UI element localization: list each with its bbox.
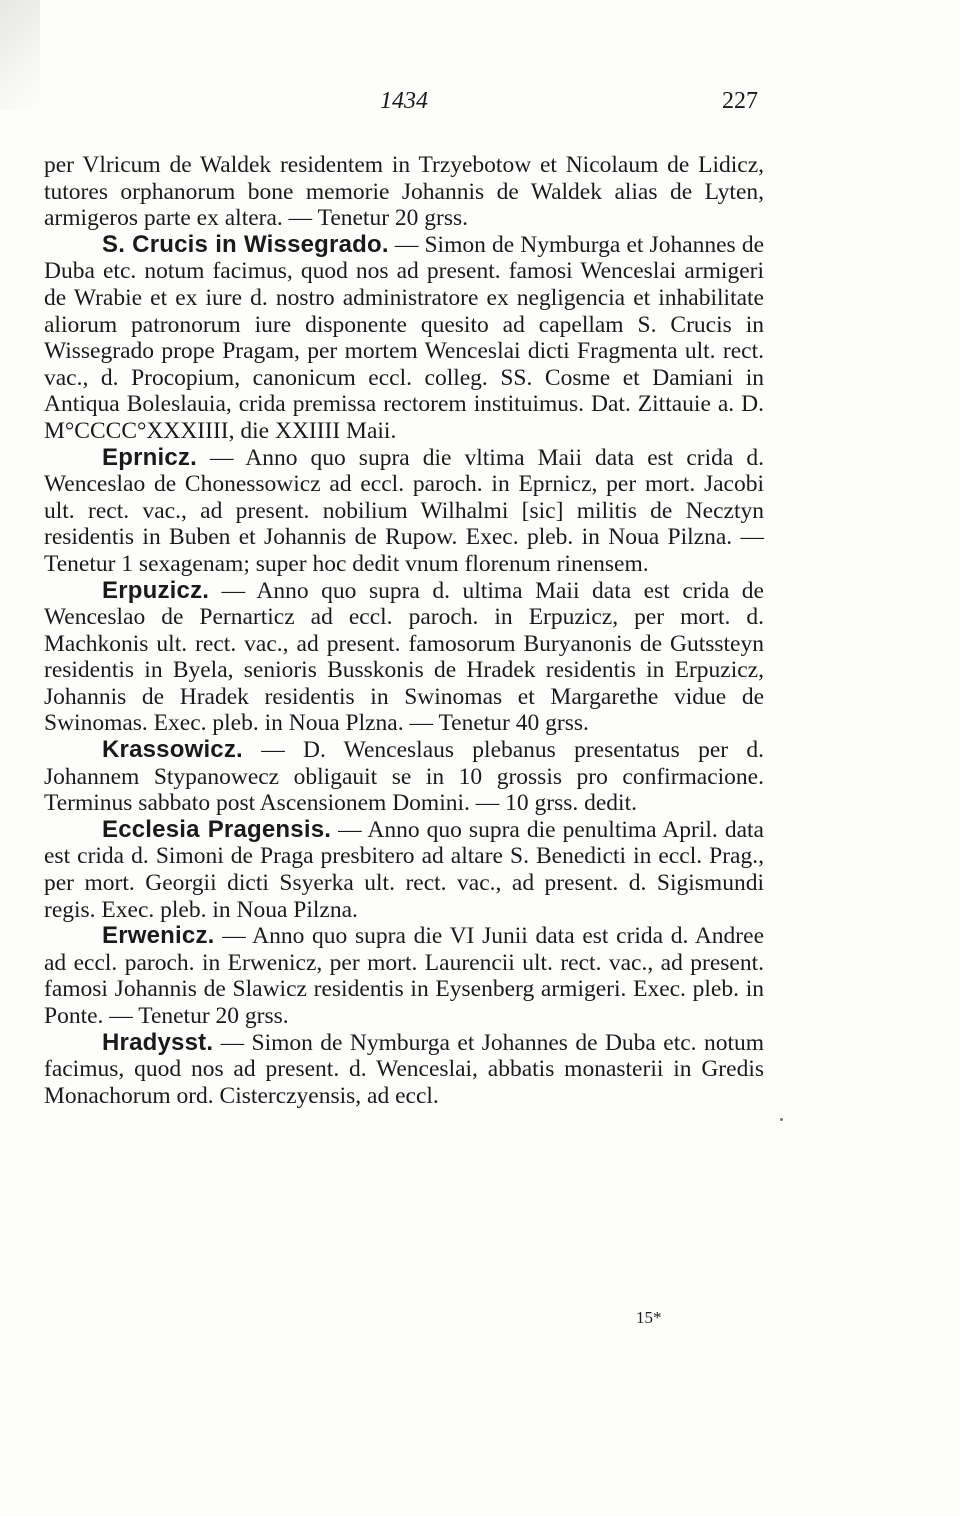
entry-continuation [44, 152, 764, 232]
entry-text: — Anno quo supra die penultima April. data est crida d. Simoni de Praga presbitero ad altare S. Benedicti in eccl. Prag., per mort. Georgii dicti Ssyerka ult. rect. vac., ad present. d. Sigismundi regis. Exec. pleb. in Noua Pilzna. [44, 816, 764, 923]
entry-erpuzicz [44, 578, 764, 738]
entry-heading: Erpuzicz. [102, 576, 210, 604]
margin-mark [780, 1118, 783, 1121]
entry-heading: S. Crucis in Wissegrado. [102, 230, 389, 258]
entry-ecclesia-pragensis [44, 817, 764, 923]
entry-eprnicz [44, 445, 764, 578]
entry-heading: Hradysst. [102, 1028, 214, 1056]
signature-mark: 15* [636, 1308, 662, 1327]
entry-heading: Krassowicz. [102, 736, 243, 764]
running-head [0, 88, 960, 118]
entry-krassowicz [44, 737, 764, 817]
entry-text: — Anno quo supra die vltima Maii data est crida d. Wenceslao de Chonessowicz ad eccl. paroch. in Eprnicz, per mort. Jacobi ult. rect. vac., ad present. nobilium Wilhalmi [sic] militis de Necztyn residentis in Buben et Johannis de Rupow. Exec. pleb. in Noua Pilzna. — Tenetur 1 sexagenam; super hoc dedit vnum florenum rinensem. [44, 444, 764, 577]
entry-hradysst [44, 1030, 764, 1110]
entry-heading: Erwenicz. [102, 922, 215, 950]
entry-text: — Simon de Nymburga et Johannes de Duba etc. notum facimus, quod nos ad present. famosi Wenceslai armigeri de Wrabie et ex iure d. nostro administratore ex negligencia et inhabilitate aliorum patronorum iure disponente quesito ad capellam S. Crucis in Wissegrado prope Pragam, per mortem Wenceslai dicti Fragmenta ult. rect. vac., d. Procopium, canonicum eccl. colleg. SS. Cosme et Damiani in Antiqua Boleslauia, crida premissa rectorem instituimus. Dat. Zittauie a. D. M°CCCC°XXXIIII, die XXIIII Maii. [44, 231, 764, 444]
body-text [44, 152, 764, 1109]
running-head-year: 1434 [380, 88, 428, 114]
entry-text: — Anno quo supra d. ultima Maii data est crida de Wenceslao de Pernarticz ad eccl. paroch. in Erpuzicz, per mort. d. Machkonis ult. rect. vac., ad present. famosorum Buryanonis de Gutssteyn residentis in Byela, senioris Busskonis de Hradek residentis in Erpuzicz, Johannis de Hradek residentis in Swinomas et Margarethe vidue de Swinomas. Exec. pleb. in Noua Plzna. — Tenetur 40 grss. [44, 577, 764, 737]
entry-erwenicz [44, 923, 764, 1029]
page-number: 227 [722, 88, 758, 114]
entry-s-crucis [44, 232, 764, 445]
entry-heading: Eprnicz. [102, 443, 197, 471]
entry-heading: Ecclesia Pragensis. [102, 815, 332, 843]
entry-text: per Vlricum de Waldek residentem in Trzyebotow et Nicolaum de Lidicz, tutores orphanorum bone memorie Johannis de Waldek alias de Lyten, armigeros parte ex altera. — Tenetur 20 grss. [44, 152, 764, 232]
entry-text: — Simon de Nymburga et Johannes de Duba etc. notum facimus, quod nos ad present. d. Wenceslai, abbatis monasterii in Gredis Monachorum ord. Cisterczyensis, ad eccl. [44, 1029, 764, 1109]
entry-text: — Anno quo supra die VI Junii data est crida d. Andree ad eccl. paroch. in Erwenicz, per mort. Laurencii ult. rect. vac., ad present. famosi Johannis de Slawicz residentis in Eysenberg armigeri. Exec. pleb. in Ponte. — Tenetur 20 grss. [44, 923, 764, 1029]
entry-text: — D. Wenceslaus plebanus presentatus per d. Johannem Stypanowecz obligauit se in 10 grossis pro confirmacione. Terminus sabbato post Ascensionem Domini. — 10 grss. dedit. [44, 737, 764, 817]
